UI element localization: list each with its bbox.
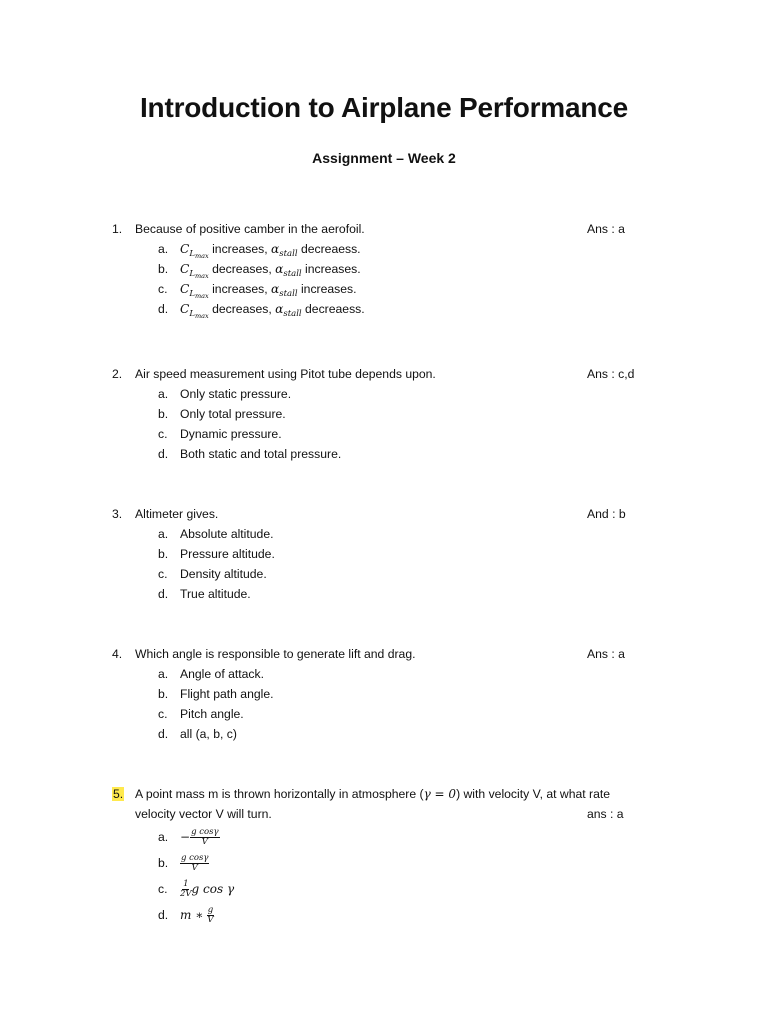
- option-label: d.: [158, 727, 169, 741]
- alpha-change: decreaess.: [305, 302, 365, 316]
- highlighted-number: 5.: [113, 787, 124, 801]
- option-text: Density altitude.: [180, 567, 267, 581]
- option-text: Flight path angle.: [180, 687, 274, 701]
- option-c: [112, 279, 672, 299]
- option-a: [112, 384, 672, 404]
- option-label: a.: [158, 830, 169, 844]
- option-label: b.: [158, 262, 169, 276]
- cl-max-symbol: $C_{L_{max}}$: [180, 262, 209, 280]
- cl-max-symbol: $C_{L_{max}}$: [180, 302, 209, 320]
- option-text: all (a, b, c): [180, 727, 237, 741]
- option-label: c.: [158, 427, 168, 441]
- alpha-stall-symbol: $\alpha_{stall}$: [275, 262, 302, 279]
- option-label: d.: [158, 302, 169, 316]
- answer-label: ans : a: [587, 807, 624, 821]
- option-c: [112, 704, 672, 724]
- option-formula: [180, 850, 209, 876]
- page-title: Introduction to Airplane Performance: [139, 92, 629, 123]
- option-c: [112, 424, 672, 444]
- question-1: [112, 219, 672, 319]
- option-d: [112, 724, 672, 744]
- option-text: Pitch angle.: [180, 707, 244, 721]
- question-number: 4.: [112, 647, 123, 661]
- option-label: d.: [158, 447, 169, 461]
- option-label: a.: [158, 527, 169, 541]
- alpha-change: increases.: [300, 282, 357, 296]
- option-b: [112, 259, 672, 279]
- option-label: c.: [158, 282, 168, 296]
- option-label: b.: [158, 856, 169, 870]
- option-label: b.: [158, 547, 169, 561]
- answer-label: Ans : a: [587, 647, 625, 661]
- option-b: [112, 544, 672, 564]
- cl-change: increases,: [212, 242, 268, 256]
- option-formula: − $\frac{\text{g cosγ}}{V}$: [180, 827, 219, 848]
- option-label: c.: [158, 882, 168, 896]
- option-text: [180, 299, 365, 326]
- option-b: [112, 850, 672, 876]
- cl-max-symbol: $C_{L_{max}}$: [180, 282, 209, 300]
- option-label: c.: [158, 707, 168, 721]
- question-text: Altimeter gives.: [135, 507, 219, 521]
- option-text: Angle of attack.: [180, 667, 265, 681]
- option-text: Both static and total pressure.: [180, 447, 342, 461]
- option-a: [112, 239, 672, 259]
- question-4: [112, 644, 672, 744]
- option-label: c.: [158, 567, 168, 581]
- option-d: [112, 444, 672, 464]
- option-label: b.: [158, 407, 169, 421]
- answer-label: Ans : a: [587, 222, 625, 236]
- question-3: [112, 504, 672, 604]
- option-d: [112, 584, 672, 604]
- option-c: [112, 876, 672, 902]
- fraction: $\frac{\text{g cosγ}}{V}$: [181, 853, 209, 874]
- alpha-stall-symbol: $\alpha_{stall}$: [271, 282, 298, 299]
- alpha-change: decreaess.: [300, 242, 361, 256]
- fraction: $\frac{1}{2V}$: [180, 879, 192, 900]
- option-label: d.: [158, 908, 169, 922]
- option-text: Pressure altitude.: [180, 547, 275, 561]
- question-text: Because of positive camber in the aerofoil.: [135, 222, 365, 236]
- option-d: [112, 299, 672, 319]
- option-d: [112, 902, 672, 928]
- option-a: [112, 824, 672, 850]
- cl-change: decreases,: [212, 262, 272, 276]
- option-label: a.: [158, 387, 169, 401]
- cl-max-symbol: $C_{L_{max}}$: [180, 242, 209, 260]
- question-number: 2.: [112, 367, 123, 381]
- alpha-stall-symbol: $\alpha_{stall}$: [271, 242, 298, 259]
- option-a: [112, 524, 672, 544]
- question-number: [112, 784, 124, 804]
- option-b: [112, 404, 672, 424]
- gamma-expression: γ = 0: [423, 787, 457, 801]
- option-text: Dynamic pressure.: [180, 427, 282, 441]
- option-label: a.: [158, 242, 169, 256]
- option-formula: $\frac{1}{2V}$ g cos γ: [180, 879, 235, 900]
- option-c: [112, 564, 672, 584]
- option-label: a.: [158, 667, 169, 681]
- option-label: d.: [158, 587, 169, 601]
- question-text-line2: velocity vector V will turn.: [135, 807, 272, 821]
- answer-label: And : b: [587, 507, 626, 521]
- question-text: A point mass m is thrown horizontally in atmosphere (γ = 0) with velocity V, at what rate: [135, 787, 611, 801]
- answer-label: Ans : c,d: [587, 367, 635, 381]
- question-number: 3.: [112, 507, 123, 521]
- option-text: Only static pressure.: [180, 387, 292, 401]
- assignment-subtitle: Assignment – Week 2: [312, 150, 456, 166]
- alpha-stall-symbol: $\alpha_{stall}$: [275, 302, 302, 319]
- option-text: True altitude.: [180, 587, 251, 601]
- option-text: Only total pressure.: [180, 407, 286, 421]
- question-number: 1.: [112, 222, 123, 236]
- option-formula: m ∗ $\frac{g}{V}$: [180, 905, 214, 926]
- option-label: b.: [158, 687, 169, 701]
- alpha-change: increases.: [305, 262, 361, 276]
- cl-change: decreases,: [212, 302, 272, 316]
- fraction: $\frac{g}{V}$: [207, 905, 214, 926]
- fraction: $\frac{\text{g cosγ}}{V}$: [191, 827, 219, 848]
- cl-change: increases,: [212, 282, 268, 296]
- question-2: [112, 364, 672, 464]
- option-text: Absolute altitude.: [180, 527, 274, 541]
- question-text: Which angle is responsible to generate lift and drag.: [135, 647, 416, 661]
- question-text: Air speed measurement using Pitot tube depends upon.: [135, 367, 436, 381]
- option-b: [112, 684, 672, 704]
- question-5: [112, 784, 672, 928]
- option-a: [112, 664, 672, 684]
